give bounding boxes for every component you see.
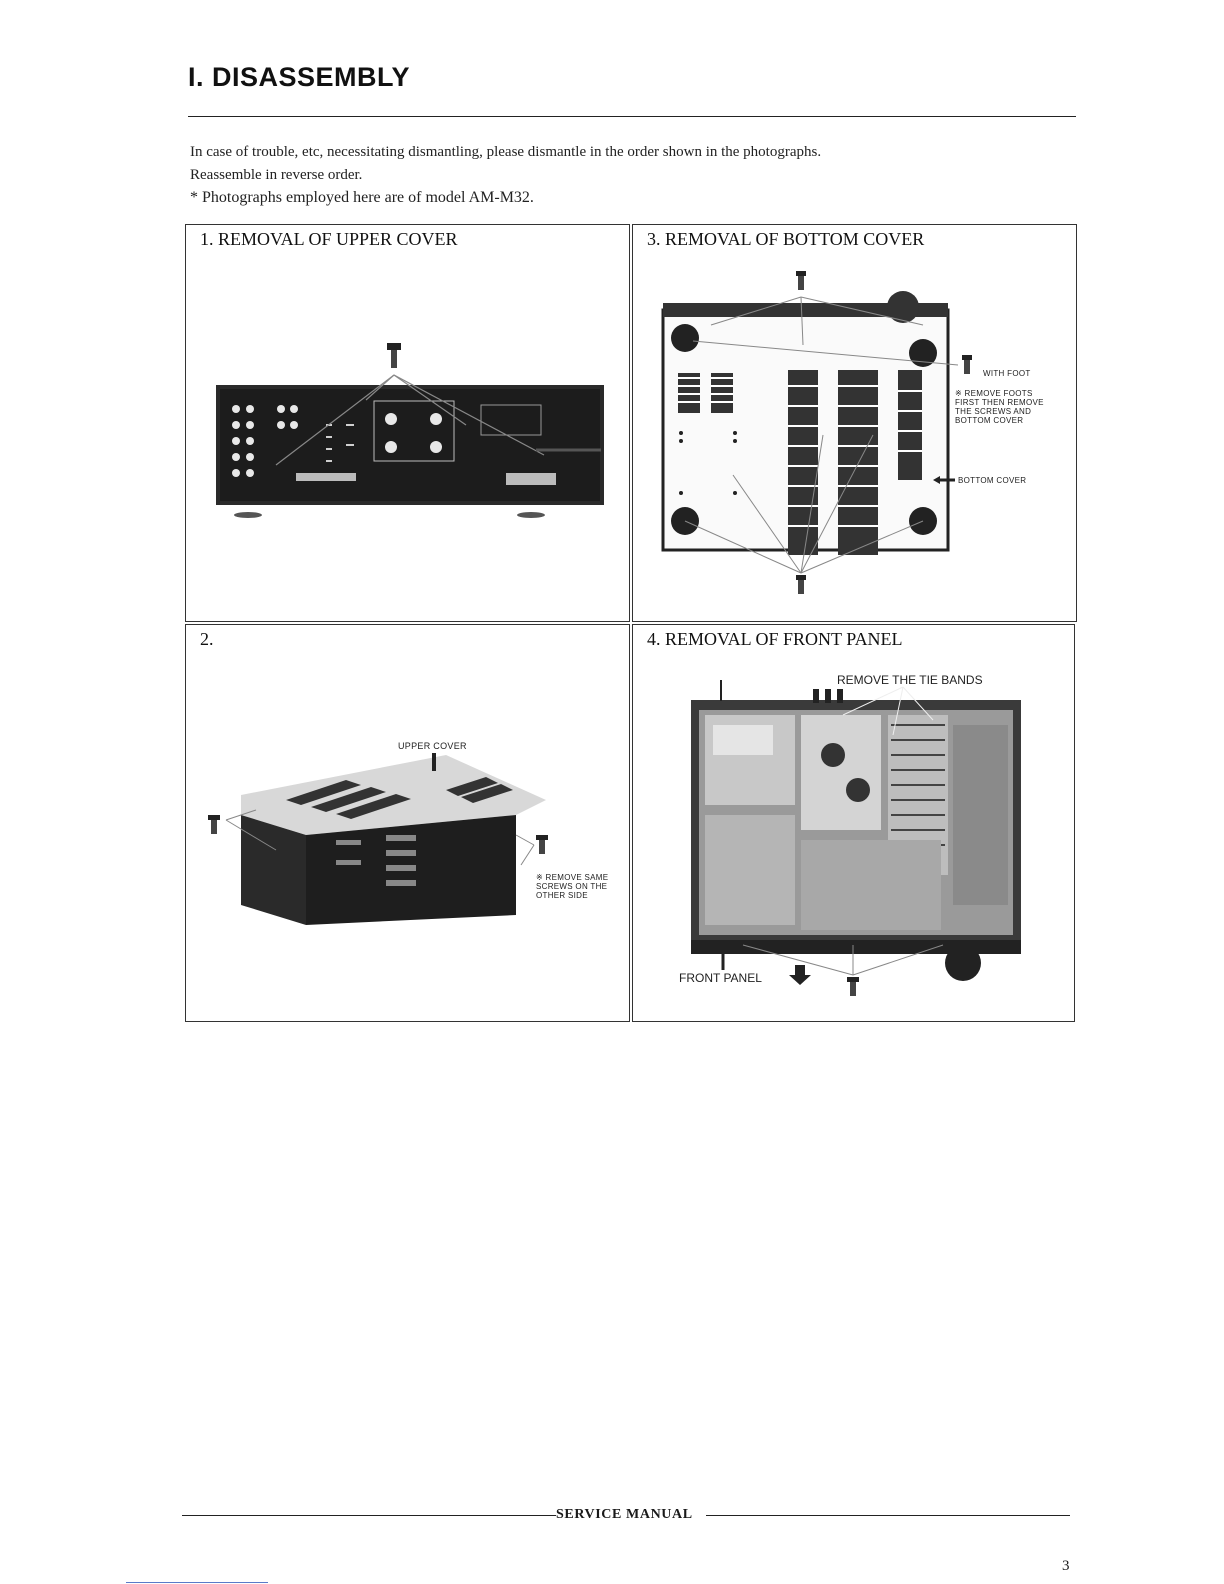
with-foot-label: WITH FOOT xyxy=(983,369,1031,378)
note-line: ※ REMOVE FOOTS xyxy=(955,389,1033,398)
screw-icon xyxy=(208,815,220,834)
intro-note: * Photographs employed here are of model AM-M32. xyxy=(190,189,534,206)
footer-rule-right xyxy=(706,1515,1070,1516)
screw-icon xyxy=(847,977,859,996)
remove-foots-note xyxy=(955,389,1044,425)
screw-icon xyxy=(387,343,401,368)
screw-icon xyxy=(796,271,806,290)
panel-title: 4. REMOVAL OF FRONT PANEL xyxy=(647,629,903,649)
amplifier-perspective-photo xyxy=(186,625,629,1021)
panel-front-panel xyxy=(632,624,1075,1022)
rear-panel-photo xyxy=(186,225,629,621)
note-line: THE SCREWS AND xyxy=(955,407,1032,416)
front-panel-label: FRONT PANEL xyxy=(679,971,762,985)
upper-cover-label: UPPER COVER xyxy=(398,741,467,751)
page-title: I. DISASSEMBLY xyxy=(188,62,411,92)
link-underline xyxy=(126,1582,268,1583)
tie-bands-label: REMOVE THE TIE BANDS xyxy=(837,673,983,687)
title-divider xyxy=(188,116,1076,117)
note-line: BOTTOM COVER xyxy=(955,416,1024,425)
panel-upper-cover-step2 xyxy=(185,624,630,1022)
note-line: SCREWS ON THE xyxy=(536,882,608,891)
screw-icon xyxy=(536,835,548,854)
note-line: ※ REMOVE SAME xyxy=(536,873,609,882)
note-line: OTHER SIDE xyxy=(536,891,588,900)
note-line: FIRST THEN REMOVE xyxy=(955,398,1044,407)
screw-icon xyxy=(962,355,972,374)
footer-rule-left xyxy=(182,1515,556,1516)
down-arrow-icon xyxy=(789,965,811,985)
remove-same-screws-note xyxy=(536,873,608,900)
panel-bottom-cover xyxy=(632,224,1077,622)
intro-line-1: In case of trouble, etc, necessitating dismantling, please dismantle in the order shown in the photographs. xyxy=(190,144,822,160)
intro-line-2: Reassemble in reverse order. xyxy=(190,167,363,183)
bottom-cover-label: BOTTOM COVER xyxy=(958,476,1027,485)
panel-upper-cover xyxy=(185,224,630,622)
panel-title: 1. REMOVAL OF UPPER COVER xyxy=(200,229,458,249)
panel-title: 3. REMOVAL OF BOTTOM COVER xyxy=(647,229,925,249)
page-number: 3 xyxy=(1062,1558,1070,1574)
footer-label: SERVICE MANUAL xyxy=(556,1507,693,1522)
screw-icon xyxy=(796,575,806,594)
panel-title: 2. xyxy=(200,629,214,649)
